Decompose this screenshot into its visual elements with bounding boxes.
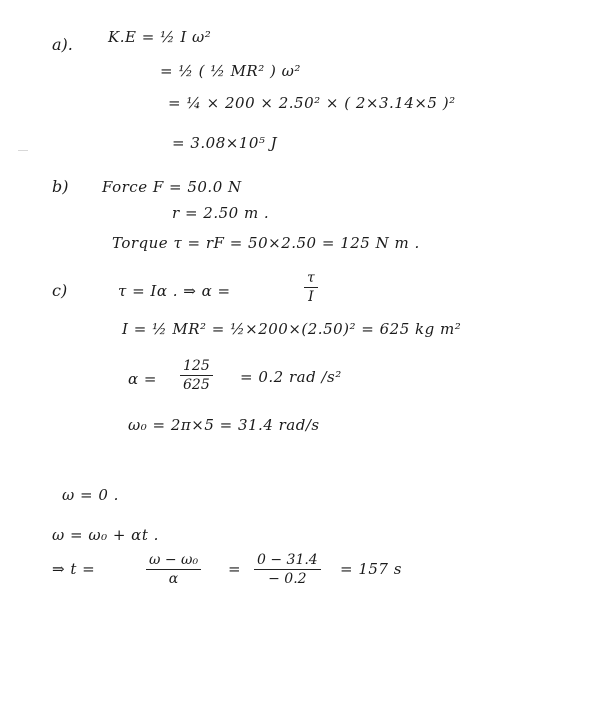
final-omega-zero: ω = 0 . [62,486,119,504]
part-c-omega0: ω₀ = 2π×5 = 31.4 rad/s [128,416,320,434]
paper-smudge [18,150,28,151]
part-b-line-1: Force F = 50.0 N [102,178,242,196]
part-c-moment-of-inertia: I = ½ MR² = ½×200×(2.50)² = 625 kg m² [122,320,462,338]
part-b-label: b) [52,177,69,196]
time-numeric-numerator: 0 − 31.4 [254,552,321,570]
part-a-line-4: = 3.08×10⁵ J [172,134,278,152]
time-equals: = [228,560,242,578]
tau-over-i-denominator: I [308,289,314,305]
alpha-fraction [180,358,213,393]
time-symbolic-numerator: ω − ω₀ [146,552,201,570]
time-result: = 157 s [340,560,402,578]
time-symbolic-fraction [146,552,201,587]
time-numeric-denominator: − 0.2 [268,571,307,587]
time-prefix: ⇒ t = [52,560,96,578]
time-symbolic-denominator: α [168,571,179,587]
part-b-line-3: Torque τ = rF = 50×2.50 = 125 N m . [112,234,420,252]
tau-over-i-fraction [304,270,318,305]
alpha-numerator: 125 [180,358,213,376]
kinematic-equation: ω = ω₀ + αt . [52,526,159,544]
part-a-line-1: K.E = ½ I ω² [108,28,212,46]
tau-over-i-numerator: τ [304,270,318,288]
part-a-line-3: = ¼ × 200 × 2.50² × ( 2×3.14×5 )² [168,94,456,112]
part-a-label: a). [52,35,73,54]
part-c-label: c) [52,281,68,300]
part-c-line-1: τ = Iα . ⇒ α = [118,282,231,300]
part-c-alpha-result: = 0.2 rad /s² [240,368,342,386]
time-numeric-fraction [254,552,321,587]
part-a-line-2: = ½ ( ½ MR² ) ω² [160,62,301,80]
part-c-alpha-prefix: α = [128,370,157,388]
alpha-denominator: 625 [183,377,210,393]
part-b-line-2: r = 2.50 m . [172,204,270,222]
